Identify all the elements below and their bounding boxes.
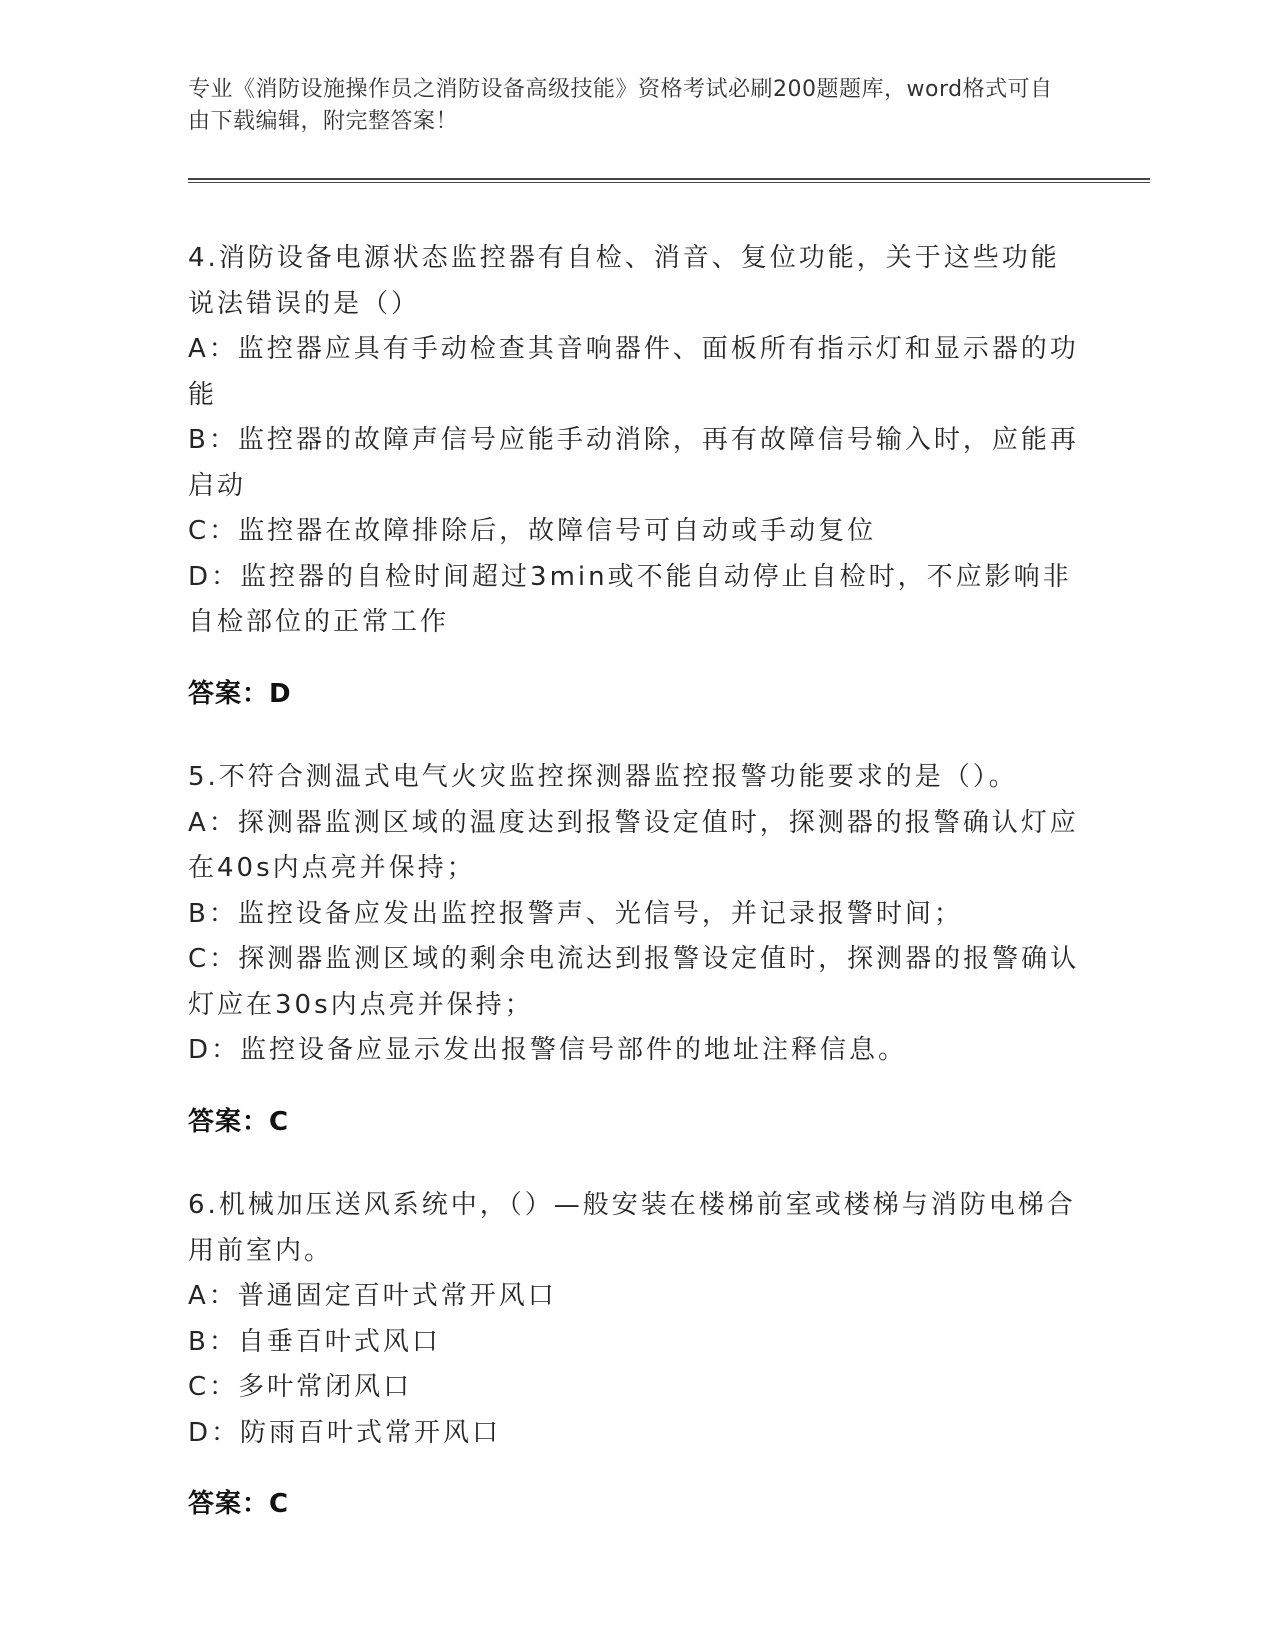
option-d: D：防雨百叶式常开风口	[188, 1417, 502, 1448]
question-6	[188, 1183, 1088, 1528]
option-c: C：多叶常闭风口	[188, 1372, 413, 1402]
option-a: A：普通固定百叶式常开风口	[188, 1281, 557, 1311]
option-d: D：监控器的自检时间超过3min或不能自动停止自检时，不应影响非自检部位的正常工作	[188, 561, 1072, 637]
option-c: C：探测器监测区域的剩余电流达到报警设定值时，探测器的报警确认灯应在30s内点亮并保持；	[188, 944, 1080, 1020]
option-a: A：探测器监测区域的温度达到报警设定值时，探测器的报警确认灯应在40s内点亮并保持；	[188, 807, 1079, 883]
option-a: A：监控器应具有手动检查其音响器件、面板所有指示灯和显示器的功能	[188, 334, 1079, 410]
answer: 答案：C	[188, 1489, 290, 1519]
document-header	[188, 74, 1068, 138]
option-b: B：自垂百叶式风口	[188, 1326, 441, 1357]
option-b: B：监控器的故障声信号应能手动消除，再有故障信号输入时，应能再启动	[188, 425, 1079, 501]
option-b: B：监控设备应发出监控报警声、光信号，并记录报警时间；	[188, 898, 963, 929]
question-list	[188, 236, 1088, 1566]
question-4	[188, 236, 1088, 717]
question-stem: 6.机械加压送风系统中，（）—般安装在楼梯前室或楼梯与消防电梯合用前室内。	[188, 1190, 1076, 1266]
answer: 答案：C	[188, 1106, 290, 1137]
header-divider-top	[188, 178, 1150, 180]
answer: 答案：D	[188, 678, 292, 709]
header-text: 专业《消防设施操作员之消防设备高级技能》资格考试必刷200题题库，word格式可自由下载编辑，附完整答案！	[188, 77, 1053, 134]
option-c: C：监控器在故障排除后，故障信号可自动或手动复位	[188, 516, 877, 546]
question-stem: 5.不符合测温式电气火灾监控探测器监控报警功能要求的是（）。	[188, 762, 1018, 792]
option-d: D：监控设备应显示发出报警信号部件的地址注释信息。	[188, 1035, 908, 1065]
header-divider-bottom	[188, 182, 1150, 183]
question-stem: 4.消防设备电源状态监控器有自检、消音、复位功能，关于这些功能说法错误的是（）	[188, 243, 1060, 319]
question-5	[188, 755, 1088, 1145]
